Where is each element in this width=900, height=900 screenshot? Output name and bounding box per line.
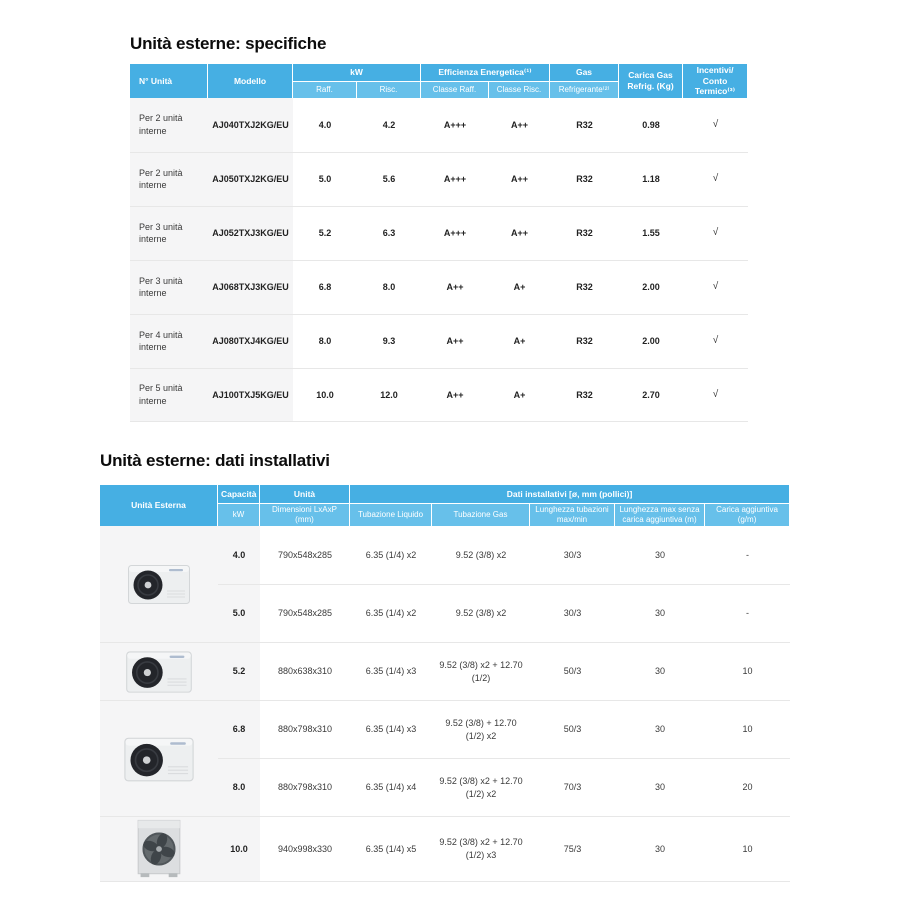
cell-tubazione-gas: 9.52 (3/8) x2 (455, 549, 507, 560)
cell-incentivi-check: √ (683, 260, 748, 314)
col-header-gas: Gas (550, 64, 619, 81)
cell-gas: R32 (550, 152, 619, 206)
col-header-dati-installativi: Dati installativi [ø, mm (pollici)] (350, 485, 790, 503)
col-header-unita: Unità (260, 485, 350, 503)
cell-raff: 4.0 (318, 119, 332, 130)
section-title-dati-installativi: Unità esterne: dati installativi (100, 451, 330, 470)
cell-lunghezza-tubazioni: 75/3 (530, 816, 615, 882)
cell-gas: R32 (550, 368, 619, 422)
table-row (130, 314, 748, 368)
cell-lunghezza-tubazioni: 70/3 (530, 758, 615, 816)
outdoor-unit-large-image (121, 731, 197, 787)
cell-capacita: 4.0 (218, 526, 260, 584)
col-header-dimensioni: Dimensioni LxAxP (mm) (260, 503, 350, 526)
col-header-carica-gas: Carica Gas Refrig. (Kg) (619, 64, 683, 98)
cell-gas: R32 (576, 119, 593, 130)
cell-lunghezza-max: 30 (615, 758, 705, 816)
cell-tubazione-liquido: 6.35 (1/4) x2 (350, 584, 432, 642)
cell-lunghezza-tubazioni: 30/3 (530, 584, 615, 642)
cell-gas: R32 (550, 260, 619, 314)
cell-capacita: 5.0 (218, 584, 260, 642)
cell-classe-raff: A++ (421, 314, 489, 368)
cell-tubazione-gas: 9.52 (3/8) x2 + 12.70 (1/2) (432, 642, 530, 700)
cell-raff: 5.2 (293, 206, 357, 260)
specs-table (130, 64, 748, 422)
cell-classe-risc: A+ (489, 368, 550, 422)
col-header-n-unita: N° Unità (130, 64, 208, 98)
table-row (130, 260, 748, 314)
cell-model: AJ068TXJ3KG/EU (208, 260, 293, 314)
cell-classe-raff: A++ (421, 260, 489, 314)
cell-risc: 4.2 (382, 119, 396, 130)
cell-raff: 8.0 (293, 314, 357, 368)
col-header-carica-aggiuntiva: Carica aggiuntiva (g/m) (705, 503, 790, 526)
cell-dimensioni: 940x998x330 (260, 816, 350, 882)
cell-carica: 2.00 (619, 314, 683, 368)
cell-carica-aggiuntiva: - (705, 584, 790, 642)
installation-table (100, 485, 790, 882)
col-header-lunghezza-max: Lunghezza max senza carica aggiuntiva (m) (615, 503, 705, 526)
cell-classe-risc: A++ (489, 206, 550, 260)
cell-risc: 6.3 (357, 206, 421, 260)
cell-tubazione-liquido: 6.35 (1/4) x3 (350, 642, 432, 700)
section-title-specifiche: Unità esterne: specifiche (130, 34, 327, 53)
table-row (130, 98, 748, 152)
col-header-classe-risc: Classe Risc. (489, 81, 550, 97)
cell-raff: 5.0 (293, 152, 357, 206)
col-header-tubazione-liquido: Tubazione Liquido (350, 503, 432, 526)
cell-capacita: 5.2 (218, 642, 260, 700)
cell-classe-raff: A+++ (443, 119, 467, 130)
cell-capacita: 6.8 (218, 700, 260, 758)
cell-tubazione-gas: 9.52 (3/8) x2 (432, 584, 530, 642)
cell-classe-risc: A+ (489, 314, 550, 368)
cell-tubazione-gas: 9.52 (3/8) + 12.70 (1/2) x2 (432, 700, 530, 758)
cell-carica-aggiuntiva: 10 (705, 700, 790, 758)
cell-capacita: 8.0 (218, 758, 260, 816)
cell-raff: 6.8 (293, 260, 357, 314)
cell-dimensioni: 790x548x285 (277, 549, 333, 560)
cell-tubazione-liquido: 6.35 (1/4) x5 (350, 816, 432, 882)
cell-carica: 1.18 (619, 152, 683, 206)
cell-classe-raff: A++ (421, 368, 489, 422)
cell-risc: 12.0 (357, 368, 421, 422)
cell-model: AJ100TXJ5KG/EU (208, 368, 293, 422)
col-header-unita-esterna: Unità Esterna (100, 485, 218, 526)
cell-tubazione-liquido: 6.35 (1/4) x3 (350, 700, 432, 758)
cell-lunghezza-max: 30 (654, 549, 665, 560)
cell-carica-aggiuntiva: - (746, 549, 750, 560)
cell-risc: 8.0 (357, 260, 421, 314)
col-header-incentivi: Incentivi/ Conto Termico⁽³⁾ (683, 64, 748, 98)
cell-model: AJ052TXJ3KG/EU (208, 206, 293, 260)
cell-carica: 0.98 (642, 119, 660, 130)
cell-dimensioni: 880x798x310 (260, 758, 350, 816)
cell-lunghezza-max: 30 (615, 642, 705, 700)
cell-unit-image (100, 642, 218, 700)
cell-lunghezza-tubazioni: 50/3 (530, 700, 615, 758)
header-row-main (100, 485, 790, 503)
table-row (100, 642, 790, 700)
col-header-tubazione-gas: Tubazione Gas (432, 503, 530, 526)
cell-dimensioni: 880x638x310 (260, 642, 350, 700)
col-header-lunghezza-tubazioni: Lunghezza tubazioni max/min (530, 503, 615, 526)
col-header-risc: Risc. (357, 81, 421, 97)
col-header-kw: kW (218, 503, 260, 526)
table-row (100, 700, 790, 758)
cell-carica: 1.55 (619, 206, 683, 260)
col-header-raff: Raff. (293, 81, 357, 97)
cell-n-unita: Per 2 unità interne (130, 98, 208, 152)
table-row (100, 526, 790, 584)
cell-unit-image (100, 526, 218, 642)
cell-carica: 2.70 (619, 368, 683, 422)
cell-model: AJ050TXJ2KG/EU (208, 152, 293, 206)
outdoor-unit-small-image (125, 559, 193, 609)
cell-capacita: 10.0 (218, 816, 260, 882)
cell-tubazione-gas: 9.52 (3/8) x2 + 12.70 (1/2) x2 (432, 758, 530, 816)
cell-n-unita: Per 3 unità interne (130, 260, 208, 314)
cell-unit-image (100, 816, 218, 882)
col-header-classe-raff: Classe Raff. (421, 81, 489, 97)
cell-carica-aggiuntiva: 20 (705, 758, 790, 816)
cell-classe-risc: A++ (511, 119, 529, 130)
cell-gas: R32 (550, 206, 619, 260)
cell-lunghezza-tubazioni: 30/3 (563, 549, 582, 560)
outdoor-unit-medium-image (123, 645, 195, 698)
cell-incentivi-check: √ (712, 118, 719, 130)
cell-carica: 2.00 (619, 260, 683, 314)
cell-n-unita: Per 5 unità interne (130, 368, 208, 422)
cell-dimensioni: 790x548x285 (260, 584, 350, 642)
table-row (130, 368, 748, 422)
cell-dimensioni: 880x798x310 (260, 700, 350, 758)
cell-lunghezza-max: 30 (615, 584, 705, 642)
cell-tubazione-gas: 9.52 (3/8) x2 + 12.70 (1/2) x3 (432, 816, 530, 882)
cell-carica-aggiuntiva: 10 (705, 816, 790, 882)
cell-unit-image (100, 700, 218, 816)
table-row (130, 152, 748, 206)
col-header-refrigerante: Refrigerante⁽²⁾ (550, 81, 619, 97)
outdoor-unit-tall-image (129, 817, 189, 881)
cell-lunghezza-max: 30 (615, 816, 705, 882)
cell-risc: 5.6 (357, 152, 421, 206)
cell-carica-aggiuntiva: 10 (705, 642, 790, 700)
cell-lunghezza-tubazioni: 50/3 (530, 642, 615, 700)
cell-incentivi-check: √ (683, 152, 748, 206)
cell-classe-raff: A+++ (421, 152, 489, 206)
cell-model: AJ040TXJ2KG/EU (208, 98, 293, 152)
cell-incentivi-check: √ (683, 368, 748, 422)
cell-model: AJ080TXJ4KG/EU (208, 314, 293, 368)
cell-gas: R32 (550, 314, 619, 368)
col-header-efficienza: Efficienza Energetica⁽¹⁾ (421, 64, 550, 81)
table-row (130, 206, 748, 260)
header-row-main (130, 64, 748, 81)
col-header-kw: kW (293, 64, 421, 81)
cell-lunghezza-max: 30 (615, 700, 705, 758)
table-row (100, 816, 790, 882)
cell-risc: 9.3 (357, 314, 421, 368)
col-header-modello: Modello (208, 64, 293, 98)
cell-classe-raff: A+++ (421, 206, 489, 260)
col-header-capacita: Capacità (218, 485, 260, 503)
cell-tubazione-liquido: 6.35 (1/4) x2 (365, 549, 417, 560)
cell-classe-risc: A+ (489, 260, 550, 314)
cell-n-unita: Per 4 unità interne (130, 314, 208, 368)
cell-n-unita: Per 2 unità interne (130, 152, 208, 206)
cell-n-unita: Per 3 unità interne (130, 206, 208, 260)
cell-classe-risc: A++ (489, 152, 550, 206)
cell-incentivi-check: √ (683, 206, 748, 260)
cell-tubazione-liquido: 6.35 (1/4) x4 (350, 758, 432, 816)
cell-raff: 10.0 (293, 368, 357, 422)
cell-incentivi-check: √ (683, 314, 748, 368)
